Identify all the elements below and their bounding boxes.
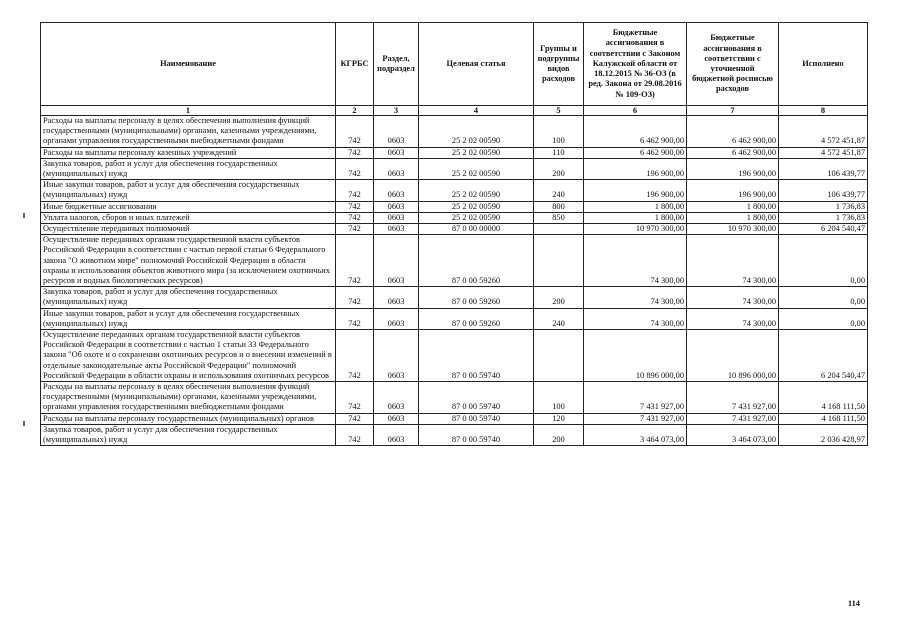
cell-budget-allocations: 196 900,00	[687, 180, 779, 201]
column-number: 5	[534, 106, 584, 116]
cell-budget-allocations: 6 462 900,00	[687, 147, 779, 158]
column-number-row	[41, 106, 868, 116]
cell-kgrbs: 742	[336, 180, 374, 201]
table-row	[41, 424, 868, 445]
cell-name: Осуществление переданных органам государственной власти субъектов Российской Федерации в соответствии с частью 1 статьи 33 Федерального закона "Об охоте и о сохранении охотничьих ресурсов и о внесении изменений в отдельные законодательные акты Российской Федерации" полномочий Российской Федерации в области охраны и использования охотничьих ресурсов	[41, 330, 336, 382]
cell-executed: 0,00	[779, 287, 868, 308]
table-row	[41, 201, 868, 212]
cell-executed: 2 036 428,97	[779, 424, 868, 445]
cell-expense-group: 120	[534, 413, 584, 424]
cell-executed: 4 572 451,87	[779, 116, 868, 148]
table-row	[41, 158, 868, 179]
cell-budget-allocations: 74 300,00	[687, 287, 779, 308]
cell-section: 0603	[374, 424, 419, 445]
cell-law-allocations: 10 896 000,00	[584, 330, 687, 382]
cell-executed: 1 736,83	[779, 201, 868, 212]
cell-law-allocations: 1 800,00	[584, 212, 687, 223]
cell-name: Осуществление переданных полномочий	[41, 224, 336, 235]
cell-executed: 0,00	[779, 235, 868, 287]
cell-target-article: 87 0 00 59260	[419, 235, 534, 287]
cell-target-article: 87 0 00 59740	[419, 382, 534, 414]
cell-law-allocations: 74 300,00	[584, 287, 687, 308]
cell-expense-group: 200	[534, 158, 584, 179]
cell-budget-allocations: 6 462 900,00	[687, 116, 779, 148]
cell-expense-group	[534, 330, 584, 382]
cell-expense-group: 240	[534, 308, 584, 329]
cell-expense-group: 800	[534, 201, 584, 212]
table-row	[41, 180, 868, 201]
cell-expense-group	[534, 224, 584, 235]
cell-executed: 4 168 111,50	[779, 382, 868, 414]
cell-name: Иные бюджетные ассигнования	[41, 201, 336, 212]
cell-executed: 4 168 111,50	[779, 413, 868, 424]
cell-target-article: 87 0 00 59740	[419, 424, 534, 445]
table-row	[41, 147, 868, 158]
table-row	[41, 116, 868, 148]
cell-name: Уплата налогов, сборов и иных платежей	[41, 212, 336, 223]
cell-name: Расходы на выплаты персоналу казенных учреждений	[41, 147, 336, 158]
cell-budget-allocations: 10 896 000,00	[687, 330, 779, 382]
cell-section: 0603	[374, 212, 419, 223]
cell-expense-group: 200	[534, 287, 584, 308]
cell-section: 0603	[374, 224, 419, 235]
cell-kgrbs: 742	[336, 413, 374, 424]
cell-law-allocations: 7 431 927,00	[584, 382, 687, 414]
cell-budget-allocations: 1 800,00	[687, 212, 779, 223]
cell-kgrbs: 742	[336, 330, 374, 382]
cell-section: 0603	[374, 382, 419, 414]
cell-expense-group: 110	[534, 147, 584, 158]
cell-target-article: 25 2 02 00590	[419, 158, 534, 179]
cell-law-allocations: 1 800,00	[584, 201, 687, 212]
cell-target-article: 87 0 00 00000	[419, 224, 534, 235]
cell-section: 0603	[374, 308, 419, 329]
header-law-allocations: Бюджетные ассигнования в соответствии с Законом Калужской области от 18.12.2015 № 36-ОЗ (в ред. Закона от 29.08.2016 № 109-ОЗ)	[584, 23, 687, 106]
cell-law-allocations: 196 900,00	[584, 158, 687, 179]
cell-section: 0603	[374, 180, 419, 201]
margin-mark	[23, 421, 25, 426]
table-row	[41, 287, 868, 308]
cell-name: Иные закупки товаров, работ и услуг для обеспечения государственных (муниципальных) нужд	[41, 180, 336, 201]
table-row	[41, 413, 868, 424]
cell-law-allocations: 196 900,00	[584, 180, 687, 201]
cell-expense-group	[534, 235, 584, 287]
cell-budget-allocations: 10 970 300,00	[687, 224, 779, 235]
cell-budget-allocations: 1 800,00	[687, 201, 779, 212]
cell-target-article: 25 2 02 00590	[419, 147, 534, 158]
header-target-article: Целевая статья	[419, 23, 534, 106]
table-header-row	[41, 23, 868, 106]
cell-section: 0603	[374, 201, 419, 212]
cell-kgrbs: 742	[336, 308, 374, 329]
cell-budget-allocations: 196 900,00	[687, 158, 779, 179]
cell-target-article: 25 2 02 00590	[419, 180, 534, 201]
cell-expense-group: 200	[534, 424, 584, 445]
cell-budget-allocations: 3 464 073,00	[687, 424, 779, 445]
column-number: 2	[336, 106, 374, 116]
cell-law-allocations: 7 431 927,00	[584, 413, 687, 424]
cell-target-article: 87 0 00 59260	[419, 287, 534, 308]
cell-expense-group: 100	[534, 116, 584, 148]
cell-name: Расходы на выплаты персоналу государственных (муниципальных) органов	[41, 413, 336, 424]
cell-target-article: 87 0 00 59260	[419, 308, 534, 329]
cell-kgrbs: 742	[336, 224, 374, 235]
cell-executed: 106 439,77	[779, 180, 868, 201]
cell-name: Осуществление переданных органам государственной власти субъектов Российской Федерации в соответствии с частью первой статьи 6 Федерального закона "О животном мире" полномочий Российской Федерации в области охраны и использования объектов животного мира (за исключением охотничьих ресурсов и водных биологических ресурсов)	[41, 235, 336, 287]
cell-expense-group: 100	[534, 382, 584, 414]
cell-target-article: 25 2 02 00590	[419, 116, 534, 148]
header-budget-allocations: Бюджетные ассигнования в соответствии с уточненной бюджетной росписью расходов	[687, 23, 779, 106]
header-executed: Исполнено	[779, 23, 868, 106]
cell-kgrbs: 742	[336, 147, 374, 158]
cell-name: Закупка товаров, работ и услуг для обеспечения государственных (муниципальных) нужд	[41, 287, 336, 308]
cell-law-allocations: 74 300,00	[584, 308, 687, 329]
budget-table-sheet	[40, 22, 867, 446]
column-number: 1	[41, 106, 336, 116]
table-row	[41, 308, 868, 329]
cell-kgrbs: 742	[336, 116, 374, 148]
cell-expense-group: 850	[534, 212, 584, 223]
cell-law-allocations: 6 462 900,00	[584, 147, 687, 158]
cell-kgrbs: 742	[336, 235, 374, 287]
column-number: 6	[584, 106, 687, 116]
cell-budget-allocations: 7 431 927,00	[687, 382, 779, 414]
margin-mark	[23, 213, 25, 218]
cell-section: 0603	[374, 330, 419, 382]
cell-target-article: 25 2 02 00590	[419, 201, 534, 212]
header-kgrbs: КГРБС	[336, 23, 374, 106]
cell-kgrbs: 742	[336, 287, 374, 308]
column-number: 7	[687, 106, 779, 116]
cell-name: Закупка товаров, работ и услуг для обеспечения государственных (муниципальных) нужд	[41, 424, 336, 445]
cell-target-article: 25 2 02 00590	[419, 212, 534, 223]
cell-section: 0603	[374, 235, 419, 287]
cell-budget-allocations: 7 431 927,00	[687, 413, 779, 424]
cell-target-article: 87 0 00 59740	[419, 330, 534, 382]
page-number: 114	[847, 599, 860, 608]
cell-executed: 4 572 451,87	[779, 147, 868, 158]
cell-name: Расходы на выплаты персоналу в целях обеспечения выполнения функций государственными (муниципальными) органами, казенными учреждениями, органами управления государственными внебюджетными фондами	[41, 382, 336, 414]
cell-law-allocations: 6 462 900,00	[584, 116, 687, 148]
cell-executed: 6 204 540,47	[779, 330, 868, 382]
cell-section: 0603	[374, 287, 419, 308]
cell-kgrbs: 742	[336, 212, 374, 223]
cell-name: Закупка товаров, работ и услуг для обеспечения государственных (муниципальных) нужд	[41, 158, 336, 179]
cell-law-allocations: 3 464 073,00	[584, 424, 687, 445]
cell-executed: 0,00	[779, 308, 868, 329]
cell-law-allocations: 10 970 300,00	[584, 224, 687, 235]
cell-expense-group: 240	[534, 180, 584, 201]
table-row	[41, 224, 868, 235]
cell-law-allocations: 74 300,00	[584, 235, 687, 287]
cell-section: 0603	[374, 413, 419, 424]
cell-section: 0603	[374, 158, 419, 179]
header-name: Наименование	[41, 23, 336, 106]
cell-executed: 106 439,77	[779, 158, 868, 179]
cell-executed: 1 736,83	[779, 212, 868, 223]
budget-execution-table	[40, 22, 868, 446]
cell-kgrbs: 742	[336, 424, 374, 445]
table-row	[41, 212, 868, 223]
cell-name: Расходы на выплаты персоналу в целях обеспечения выполнения функций государственными (муниципальными) органами, казенными учреждениями, органами управления государственными внебюджетными фондами	[41, 116, 336, 148]
table-row	[41, 382, 868, 414]
header-expense-group: Группы и подгруппы видов расходов	[534, 23, 584, 106]
cell-budget-allocations: 74 300,00	[687, 308, 779, 329]
cell-kgrbs: 742	[336, 201, 374, 212]
column-number: 8	[779, 106, 868, 116]
column-number: 3	[374, 106, 419, 116]
cell-name: Иные закупки товаров, работ и услуг для обеспечения государственных (муниципальных) нужд	[41, 308, 336, 329]
header-section: Раздел, подраздел	[374, 23, 419, 106]
cell-section: 0603	[374, 116, 419, 148]
cell-section: 0603	[374, 147, 419, 158]
cell-kgrbs: 742	[336, 158, 374, 179]
cell-budget-allocations: 74 300,00	[687, 235, 779, 287]
table-row	[41, 235, 868, 287]
cell-target-article: 87 0 00 59740	[419, 413, 534, 424]
table-row	[41, 330, 868, 382]
cell-executed: 6 204 540,47	[779, 224, 868, 235]
column-number: 4	[419, 106, 534, 116]
cell-kgrbs: 742	[336, 382, 374, 414]
